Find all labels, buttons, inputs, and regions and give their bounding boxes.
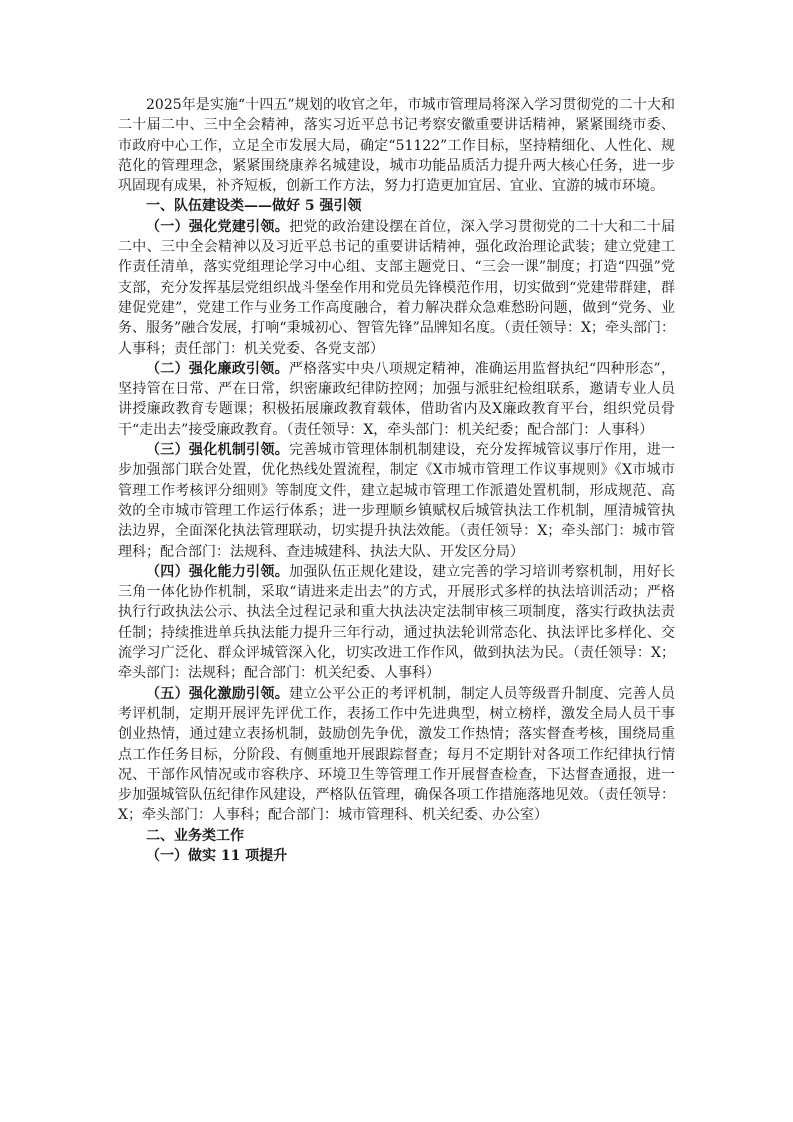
section-1-item-2 [118, 359, 675, 440]
item-lead: （三）强化机制引领。 [146, 442, 290, 459]
item-lead: （四）强化能力引领。 [146, 563, 290, 580]
section-1-item-4 [118, 562, 675, 684]
item-lead: （二）强化廉政引领。 [146, 360, 289, 377]
item-body: 严格落实中央八项规定精神，准确运用监督执纪“四种形态”，坚持管在日常、严在日常，织密廉政纪律防控网；加强与派驻纪检组联系，邀请专业人员讲授廉政教育专题课；积极拓展廉政教育载体，借助省内及X廉政教育平台，组织党员骨干“走出去”接受廉政教育。（责任领导：X，牵头部门：机关纪委；配合部门：人事科） [118, 360, 675, 438]
document-page [118, 95, 675, 866]
intro-paragraph: 2025年是实施“十四五”规划的收官之年，市城市管理局将深入学习贯彻党的二十大和二十届二中、三中全会精神，落实习近平总书记考察安徽重要讲话精神，紧紧围绕市委、市政府中心工作，立足全市发展大局，确定“51122”工作目标，坚持精细化、人性化、规范化的管理理念，紧紧围绕康养名城建设，城市功能品质活力提升两大核心任务，进一步巩固现有成果，补齐短板，创新工作方法，努力打造更加宜居、宜业、宜游的城市环境。 [118, 97, 675, 195]
section-1-item-5 [118, 684, 675, 826]
section-2-sub-heading: （一）做实 11 项提升 [146, 847, 288, 864]
item-lead: （五）强化激励引领。 [146, 685, 290, 702]
item-body: 把党的政治建设摆在首位，深入学习贯彻党的二十大和二十届二中、三中全会精神以及习近平总书记的重要讲话精神，强化政治理论武装；建立党建工作责任清单，落实党组理论学习中心组、支部主题党日、“三会一课”制度；打造“四强”党支部，充分发挥基层党组织战斗堡垒作用和党员先锋模范作用，切实做到“党建带群建，群建促党建”，党建工作与业务工作高度融合，着力解决群众急难愁盼问题，做到“党务、业务、服务”融合发展，打响“秉城初心、智管先锋”品牌知名度。（责任领导：X；牵头部门：人事科；责任部门：机关党委、各党支部） [118, 218, 676, 357]
section-1-item-3 [118, 440, 675, 562]
item-body: 完善城市管理体制机制建设，充分发挥城管议事厅作用，进一步加强部门联合处置，优化热线处置流程，制定《X市城市管理工作议事规则》《X市城市管理工作考核评分细则》等制度文件，建立起城市管理工作派遣处置机制，形成规范、高效的全市城市管理工作运行体系；进一步理顺乡镇赋权后城管执法工作机制，厘清城管执法边界，全面深化执法管理联动，切实提升执法效能。（责任领导：X；牵头部门：城市管理科；配合部门：法规科、查违城建科、执法大队、开发区分局） [118, 442, 676, 560]
section-2-heading: 二、业务类工作 [146, 827, 244, 844]
item-lead: （一）强化党建引领。 [146, 218, 290, 235]
item-body: 加强队伍正规化建设，建立完善的学习培训考察机制，用好长三角一体化协作机制，采取“请进来走出去”的方式，开展形式多样的执法培训活动；严格执行行政执法公示、执法全过程记录和重大执法决定法制审核三项制度，落实行政执法责任制；持续推进单兵执法能力提升三年行动，通过执法轮训常态化、执法评比多样化、交流学习广泛化、群众评城管深入化，切实改进工作作风，做到执法为民。（责任领导：X；牵头部门：法规科；配合部门：机关纪委、人事科） [118, 563, 676, 682]
section-1-item-1 [118, 217, 675, 359]
section-1-heading: 一、队伍建设类——做好 5 强引领 [146, 198, 362, 215]
item-body: 建立公平公正的考评机制，制定人员等级晋升制度、完善人员考评机制，定期开展评先评优工作，表扬工作中先进典型，树立榜样，激发全局人员干事创业热情，通过建立表扬机制，鼓励创先争优，激发工作热情；落实督查考核，围绕局重点工作任务目标，分阶段、有侧重地开展跟踪督查；每月不定期针对各项工作纪律执行情况、干部作风情况或市容秩序、环境卫生等管理工作开展督查检查，下达督查通报，进一步加强城管队伍纪律作风建设，严格队伍管理，确保各项工作措施落地见效。（责任领导：X；牵头部门：人事科；配合部门：城市管理科、机关纪委、办公室） [118, 685, 676, 824]
